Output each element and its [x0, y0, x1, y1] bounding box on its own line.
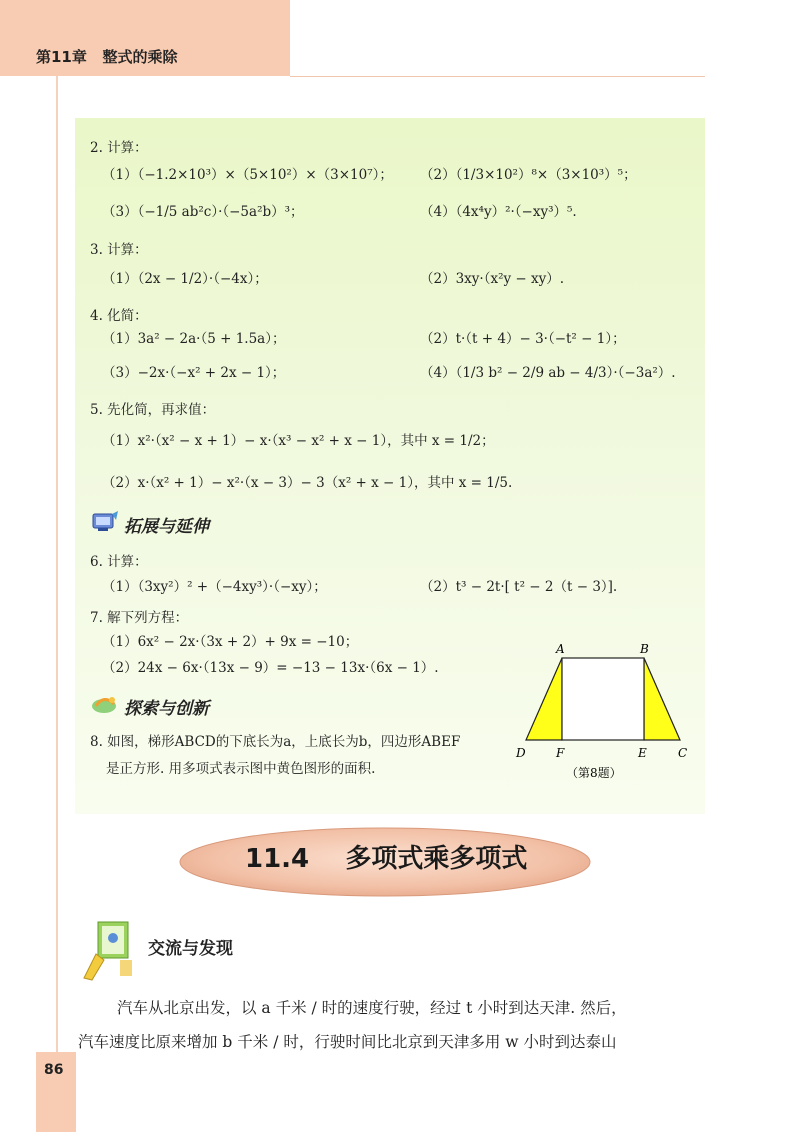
q3-label: 3. 计算： — [90, 242, 148, 258]
q6-label: 6. 计算： — [90, 554, 148, 570]
label-F: F — [556, 746, 565, 760]
section-name: 多项式乘多项式 — [345, 844, 528, 874]
q2-item-1: （1）（−1.2×10³）×（5×10²）×（3×10⁷）； — [102, 167, 393, 183]
q8-text-line2: 是正方形. 用多项式表示图中黄色图形的面积. — [106, 761, 376, 777]
chapter-header — [36, 46, 178, 67]
q6-item-1: （1）（3xy²）² +（−4xy³）·（−xy）； — [102, 579, 327, 595]
discover-icon — [80, 920, 138, 982]
header-divider — [290, 76, 705, 77]
explore-section-title: 探索与创新 — [124, 699, 209, 719]
chapter-title: 整式的乘除 — [102, 48, 178, 66]
left-yellow-triangle — [526, 658, 562, 740]
q7-item-2: （2）24x − 6x·（13x − 9）= −13 − 13x·（6x − 1）. — [102, 660, 439, 676]
explore-section-icon — [90, 692, 120, 716]
right-yellow-triangle — [644, 658, 680, 740]
page-number: 86 — [44, 1062, 64, 1078]
discover-line-2: 汽车速度比原来增加 b 千米 / 时，行驶时间比北京到天津多用 w 小时到达泰山 — [78, 1033, 617, 1051]
label-C: C — [678, 746, 688, 760]
q3-item-2: （2）3xy·（x²y − xy）. — [420, 271, 565, 287]
q4-item-4: （4）（1/3 b² − 2/9 ab − 4/3）·（−3a²）. — [420, 365, 676, 381]
label-B: B — [640, 642, 649, 656]
q4-item-1: （1）3a² − 2a·（5 + 1.5a）； — [102, 331, 286, 347]
chapter-number: 第11章 — [36, 48, 87, 66]
q7-label: 7. 解下列方程： — [90, 610, 189, 626]
q7-item-1: （1）6x² − 2x·（3x + 2）+ 9x = −10； — [102, 634, 359, 650]
q6-item-2: （2）t³ − 2t·[ t² − 2（t − 3）]. — [420, 579, 618, 595]
q2-item-2: （2）（1/3×10²）⁸×（3×10³）⁵； — [420, 167, 637, 183]
figure-caption: （第8题） — [566, 766, 622, 780]
q2-label: 2. 计算： — [90, 140, 148, 156]
q4-item-2: （2）t·（t + 4）− 3·（−t² − 1）； — [420, 331, 626, 347]
section-title — [245, 838, 527, 875]
q4-label: 4. 化简： — [90, 308, 148, 324]
q8-text-line1: 8. 如图，梯形ABCD的下底长为a，上底长为b，四边形ABEF — [90, 734, 461, 750]
label-D: D — [516, 746, 526, 760]
q5-item-1: （1）x²·（x² − x + 1）− x·（x³ − x² + x − 1），其中 x = 1/2； — [102, 433, 495, 449]
q5-label: 5. 先化简，再求值： — [90, 402, 216, 418]
square-abef — [562, 658, 644, 740]
extend-section-title: 拓展与延伸 — [124, 517, 209, 537]
q3-item-1: （1）（2x − 1/2）·（−4x）； — [102, 271, 268, 287]
q5-item-2: （2）x·（x² + 1）− x²·（x − 3）− 3（x² + x − 1），其中 x = 1/5. — [102, 475, 513, 491]
q4-item-3: （3）−2x·（−x² + 2x − 1）； — [102, 365, 286, 381]
trapezoid-figure — [510, 640, 700, 785]
extend-section-icon — [90, 510, 120, 534]
margin-rule — [56, 76, 58, 1132]
label-A: A — [556, 642, 565, 656]
discover-line-1: 汽车从北京出发，以 a 千米 / 时的速度行驶，经过 t 小时到达天津. 然后， — [117, 999, 627, 1017]
q2-item-4: （4）（4x⁴y）²·（−xy³）⁵. — [420, 204, 577, 220]
section-number: 11.4 — [245, 844, 310, 874]
discover-heading: 交流与发现 — [148, 939, 233, 959]
label-E: E — [638, 746, 647, 760]
q2-item-3: （3）（−1/5 ab²c）·（−5a²b）³； — [102, 204, 304, 220]
